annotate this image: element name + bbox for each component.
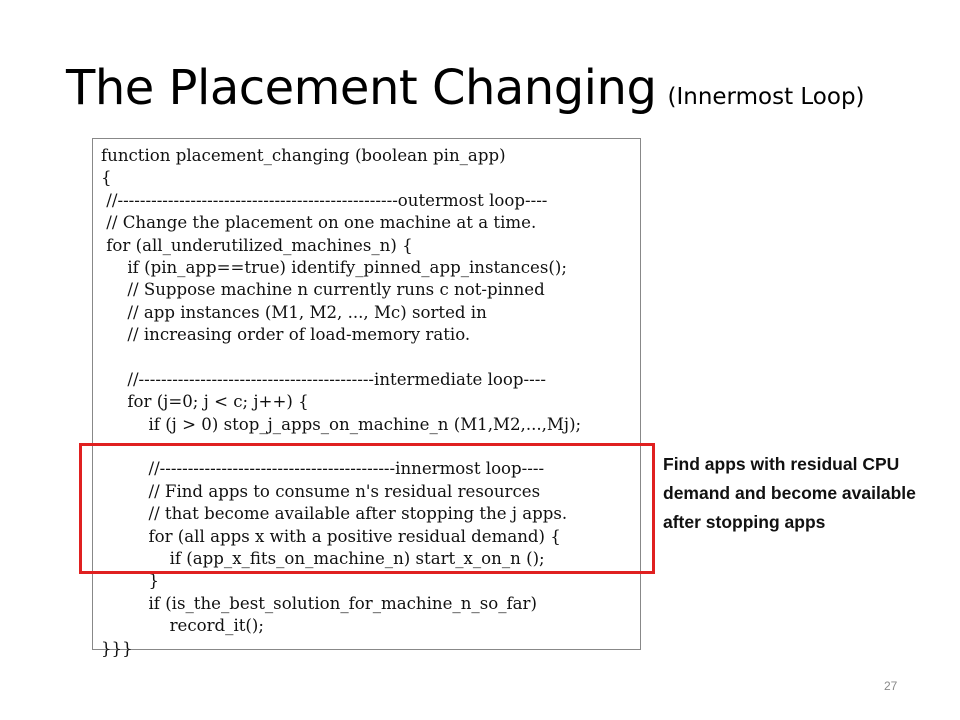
code-line (101, 347, 581, 369)
code-line: //--------------------------------------------------outermost loop---- (101, 190, 548, 210)
code-line: //------------------------------------------innermost loop---- (101, 459, 545, 479)
code-line: function placement_changing (boolean pin_app) (101, 146, 506, 165)
code-line: // increasing order of load-memory ratio. (101, 325, 471, 345)
code-line: // Change the placement on one machine at a time. (101, 213, 537, 233)
annotation-text: Find apps with residual CPU demand and become available after stopping apps (663, 454, 916, 532)
code-line: for (all_underutilized_machines_n) { (101, 235, 413, 255)
innermost-loop-highlight (79, 443, 655, 574)
title-subtitle: (Innermost Loop) (667, 84, 865, 110)
code-line: }}} (101, 638, 133, 658)
code-line: if (app_x_fits_on_machine_n) start_x_on_n (); (101, 549, 545, 569)
slide-title (66, 60, 865, 116)
code-line: // Suppose machine n currently runs c not-pinned (101, 280, 545, 300)
code-line: // that become available after stopping the j apps. (101, 504, 568, 524)
code-line: } (101, 571, 160, 591)
page-number: 27 (884, 679, 898, 693)
code-line: // app instances (M1, M2, ..., Mc) sorted in (101, 302, 487, 322)
code-line: { (101, 168, 112, 188)
code-line: if (pin_app==true) identify_pinned_app_instances(); (101, 257, 567, 277)
code-line: // Find apps to consume n's residual resources (101, 481, 541, 501)
code-line: //------------------------------------------intermediate loop---- (101, 369, 546, 389)
code-line: record_it(); (101, 616, 264, 636)
code-line: for (all apps x with a positive residual demand) { (101, 526, 561, 546)
code-line: if (j > 0) stop_j_apps_on_machine_n (M1,M2,...,Mj); (101, 414, 582, 434)
title-main: The Placement Changing (66, 60, 657, 116)
code-line: for (j=0; j < c; j++) { (101, 392, 309, 412)
code-block (101, 145, 581, 660)
code-line: if (is_the_best_solution_for_machine_n_so_far) (101, 593, 537, 613)
